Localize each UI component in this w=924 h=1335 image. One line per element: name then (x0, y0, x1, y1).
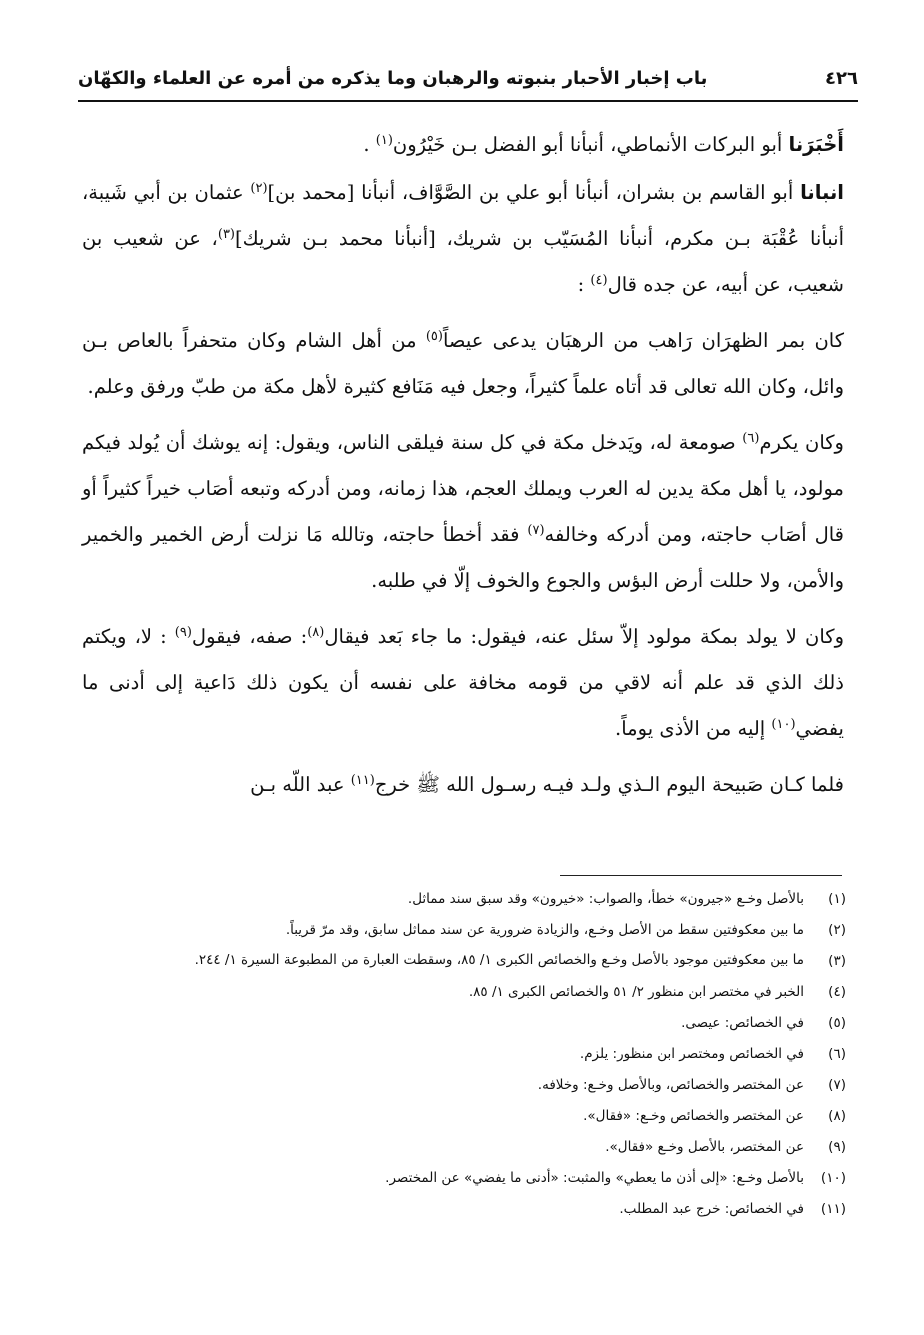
footnote-text: بالأصل وخـع «جيرون» خطأ، والصواب: «خيرون» وقد سبق سند مماثل. (407, 891, 804, 907)
footnote-number: (١١) (820, 1201, 846, 1217)
paragraph-text: إليه من الأذى يوماً. (615, 717, 772, 740)
paragraph-text: وكان يكرم (759, 431, 844, 454)
footnote-number: (٩) (828, 1139, 846, 1155)
footnote (84, 1163, 846, 1194)
main-text (82, 122, 844, 808)
paragraph-3 (82, 318, 844, 410)
footnote-text: في الخصائص ومختصر ابن منظور: يلزم. (579, 1046, 804, 1062)
footnote-ref[interactable]: (٤) (590, 273, 608, 288)
paragraph-text: عثمان بن أبي شَيبة، أنبأنا عُقْبَة بـن مكرم، أنبأنا المُسَيّب بن شريك، [أنبأنا محمد بـن شريك] (82, 181, 845, 250)
footnote-ref[interactable]: (١٠) (771, 717, 796, 732)
paragraph-text: : صفه، فيقول (191, 625, 308, 648)
footnote-text: بالأصل وخـع: «إلى أذن ما يعطي» والمثبت: «أدنى ما يفضي» عن المختصر. (385, 1170, 804, 1186)
footnote-text: في الخصائص: خرج عبد المطلب. (619, 1201, 804, 1217)
footnote (84, 1070, 846, 1101)
footnote-number: (٤) (828, 984, 846, 1000)
paragraph-6 (82, 762, 844, 808)
footnote (84, 977, 846, 1008)
footnote (84, 1101, 846, 1132)
footnote-number: (٢) (828, 922, 846, 938)
paragraph-text: . (363, 133, 376, 156)
paragraph-2 (82, 170, 844, 308)
footnote (84, 1194, 846, 1225)
footnote-ref[interactable]: (٦) (742, 431, 760, 446)
footnote-ref[interactable]: (٣) (217, 227, 235, 242)
footnote-text: عن المختصر والخصائص وخـع: «فقال». (583, 1108, 804, 1124)
paragraph-text: عبد اللّه بـن (250, 773, 351, 796)
footnote-ref[interactable]: (٨) (307, 625, 325, 640)
footnote-text: عن المختصر والخصائص، وبالأصل وخـع: وخلافه. (537, 1077, 804, 1093)
footnotes (84, 884, 846, 1225)
paragraph-text: ، عن شعيب بن شعيب، عن أبيه، عن جده قال (82, 227, 844, 296)
footnote-ref[interactable]: (٥) (425, 329, 443, 344)
footnote-number: (٣) (828, 953, 846, 969)
footnote-ref[interactable]: (١١) (350, 773, 375, 788)
footnote (84, 915, 846, 946)
footnote-number: (٥) (828, 1015, 846, 1031)
paragraph-text: أبو البركات الأنماطي، أنبأنا أبو الفضل بـن خَيْرُون (392, 133, 789, 156)
paragraph-text: صومعة له، ويَدخل مكة في كل سنة فيلقى الناس، ويقول: إنه يوشك أن يُولد فيكم مولود، يا أهل مكة يدين له العرب ويملك العجم، هذا زمانه، ومن أدركه وتبعه أصَاب خيراً كثيراً أو قال أصَاب حاجته، ومن أدركه وخالفه (82, 431, 845, 546)
footnote-ref[interactable]: (٧) (527, 523, 545, 538)
footnote-number: (٨) (828, 1108, 846, 1124)
paragraph-text: فقد أخطأ حاجته، وتالله مَا نزلت أرض الخمير والخمير والأمن، ولا حللت أرض البؤس والجوع والخوف إلّا في طلبه. (82, 523, 844, 592)
paragraph-text: أبو القاسم بن بشران، أنبأنا أبو علي بن الصَّوَّاف، أنبأنا [محمد بن] (267, 181, 801, 204)
footnote-ref[interactable]: (١) (375, 133, 393, 148)
paragraph-4 (82, 420, 844, 604)
paragraph-text: من أهل الشام وكان متحفراً بالعاص بـن وائل، وكان الله تعالى قد أتاه علماً كثيراً، وجعل فيه مَنَافع كثيرة لأهل مكة من طبّ ورفق وعلم. (82, 329, 844, 398)
footnote-number: (٦) (828, 1046, 846, 1062)
paragraph-text: فلما كـان صَبيحة اليوم الـذي ولـد فيـه رسـول الله ﷺ خرج (374, 773, 844, 796)
footnote (84, 1132, 846, 1163)
chapter-title: باب إخبار الأحبار بنبوته والرهبان وما يذكره من أمره عن العلماء والكهّان (78, 67, 708, 89)
footnote-text: في الخصائص: عيصى. (681, 1015, 804, 1031)
footnote-number: (١) (828, 891, 846, 907)
paragraph-text: : لا، ويكتم ذلك الذي قد علم أنه لاقي من قومه مخافة على نفسه أن يكون ذلك دَاعية إلى أدنى ما يفضي (82, 625, 844, 740)
footnote (84, 1039, 846, 1070)
footnote-divider (560, 875, 842, 876)
page-number: ٤٢٦ (825, 67, 858, 89)
paragraph-text: : (577, 273, 591, 296)
footnote-number: (١٠) (820, 1170, 846, 1186)
paragraph-text: وكان لا يولد بمكة مولود إلاّ سئل عنه، فيقول: ما جاء بَعد فيقال (324, 625, 844, 648)
paragraph-1 (82, 122, 844, 168)
paragraph-5 (82, 614, 844, 752)
header-divider (78, 100, 858, 102)
footnote-number: (٧) (828, 1077, 846, 1093)
footnote-ref[interactable]: (٢) (250, 181, 268, 196)
paragraph-lead: أَخْبَرَنا (788, 133, 844, 156)
footnote-ref[interactable]: (٩) (174, 625, 192, 640)
footnote (84, 946, 846, 977)
footnote-text: ما بين معكوفتين سقط من الأصل وخـع، والزيادة ضرورية عن سند مماثل سابق، وقد مرّ قريباً. (285, 922, 804, 938)
footnote-text: الخبر في مختصر ابن منظور ٢/ ٥١ والخصائص الكبرى ١/ ٨٥. (468, 984, 804, 1000)
footnote (84, 884, 846, 915)
paragraph-lead: انبانا (800, 181, 844, 204)
footnote (84, 1008, 846, 1039)
paragraph-text: كان بمر الظهرَان رَاهب من الرهبَان يدعى عيصاً (442, 329, 844, 352)
running-header (78, 58, 858, 98)
footnote-text: ما بين معكوفتين موجود بالأصل وخـع والخصائص الكبرى ١/ ٨٥، وسقطت العبارة من المطبوعة السيرة ١/ ٢٤٤. (194, 952, 804, 968)
footnote-text: عن المختصر، بالأصل وخـع «فقال». (605, 1139, 804, 1155)
